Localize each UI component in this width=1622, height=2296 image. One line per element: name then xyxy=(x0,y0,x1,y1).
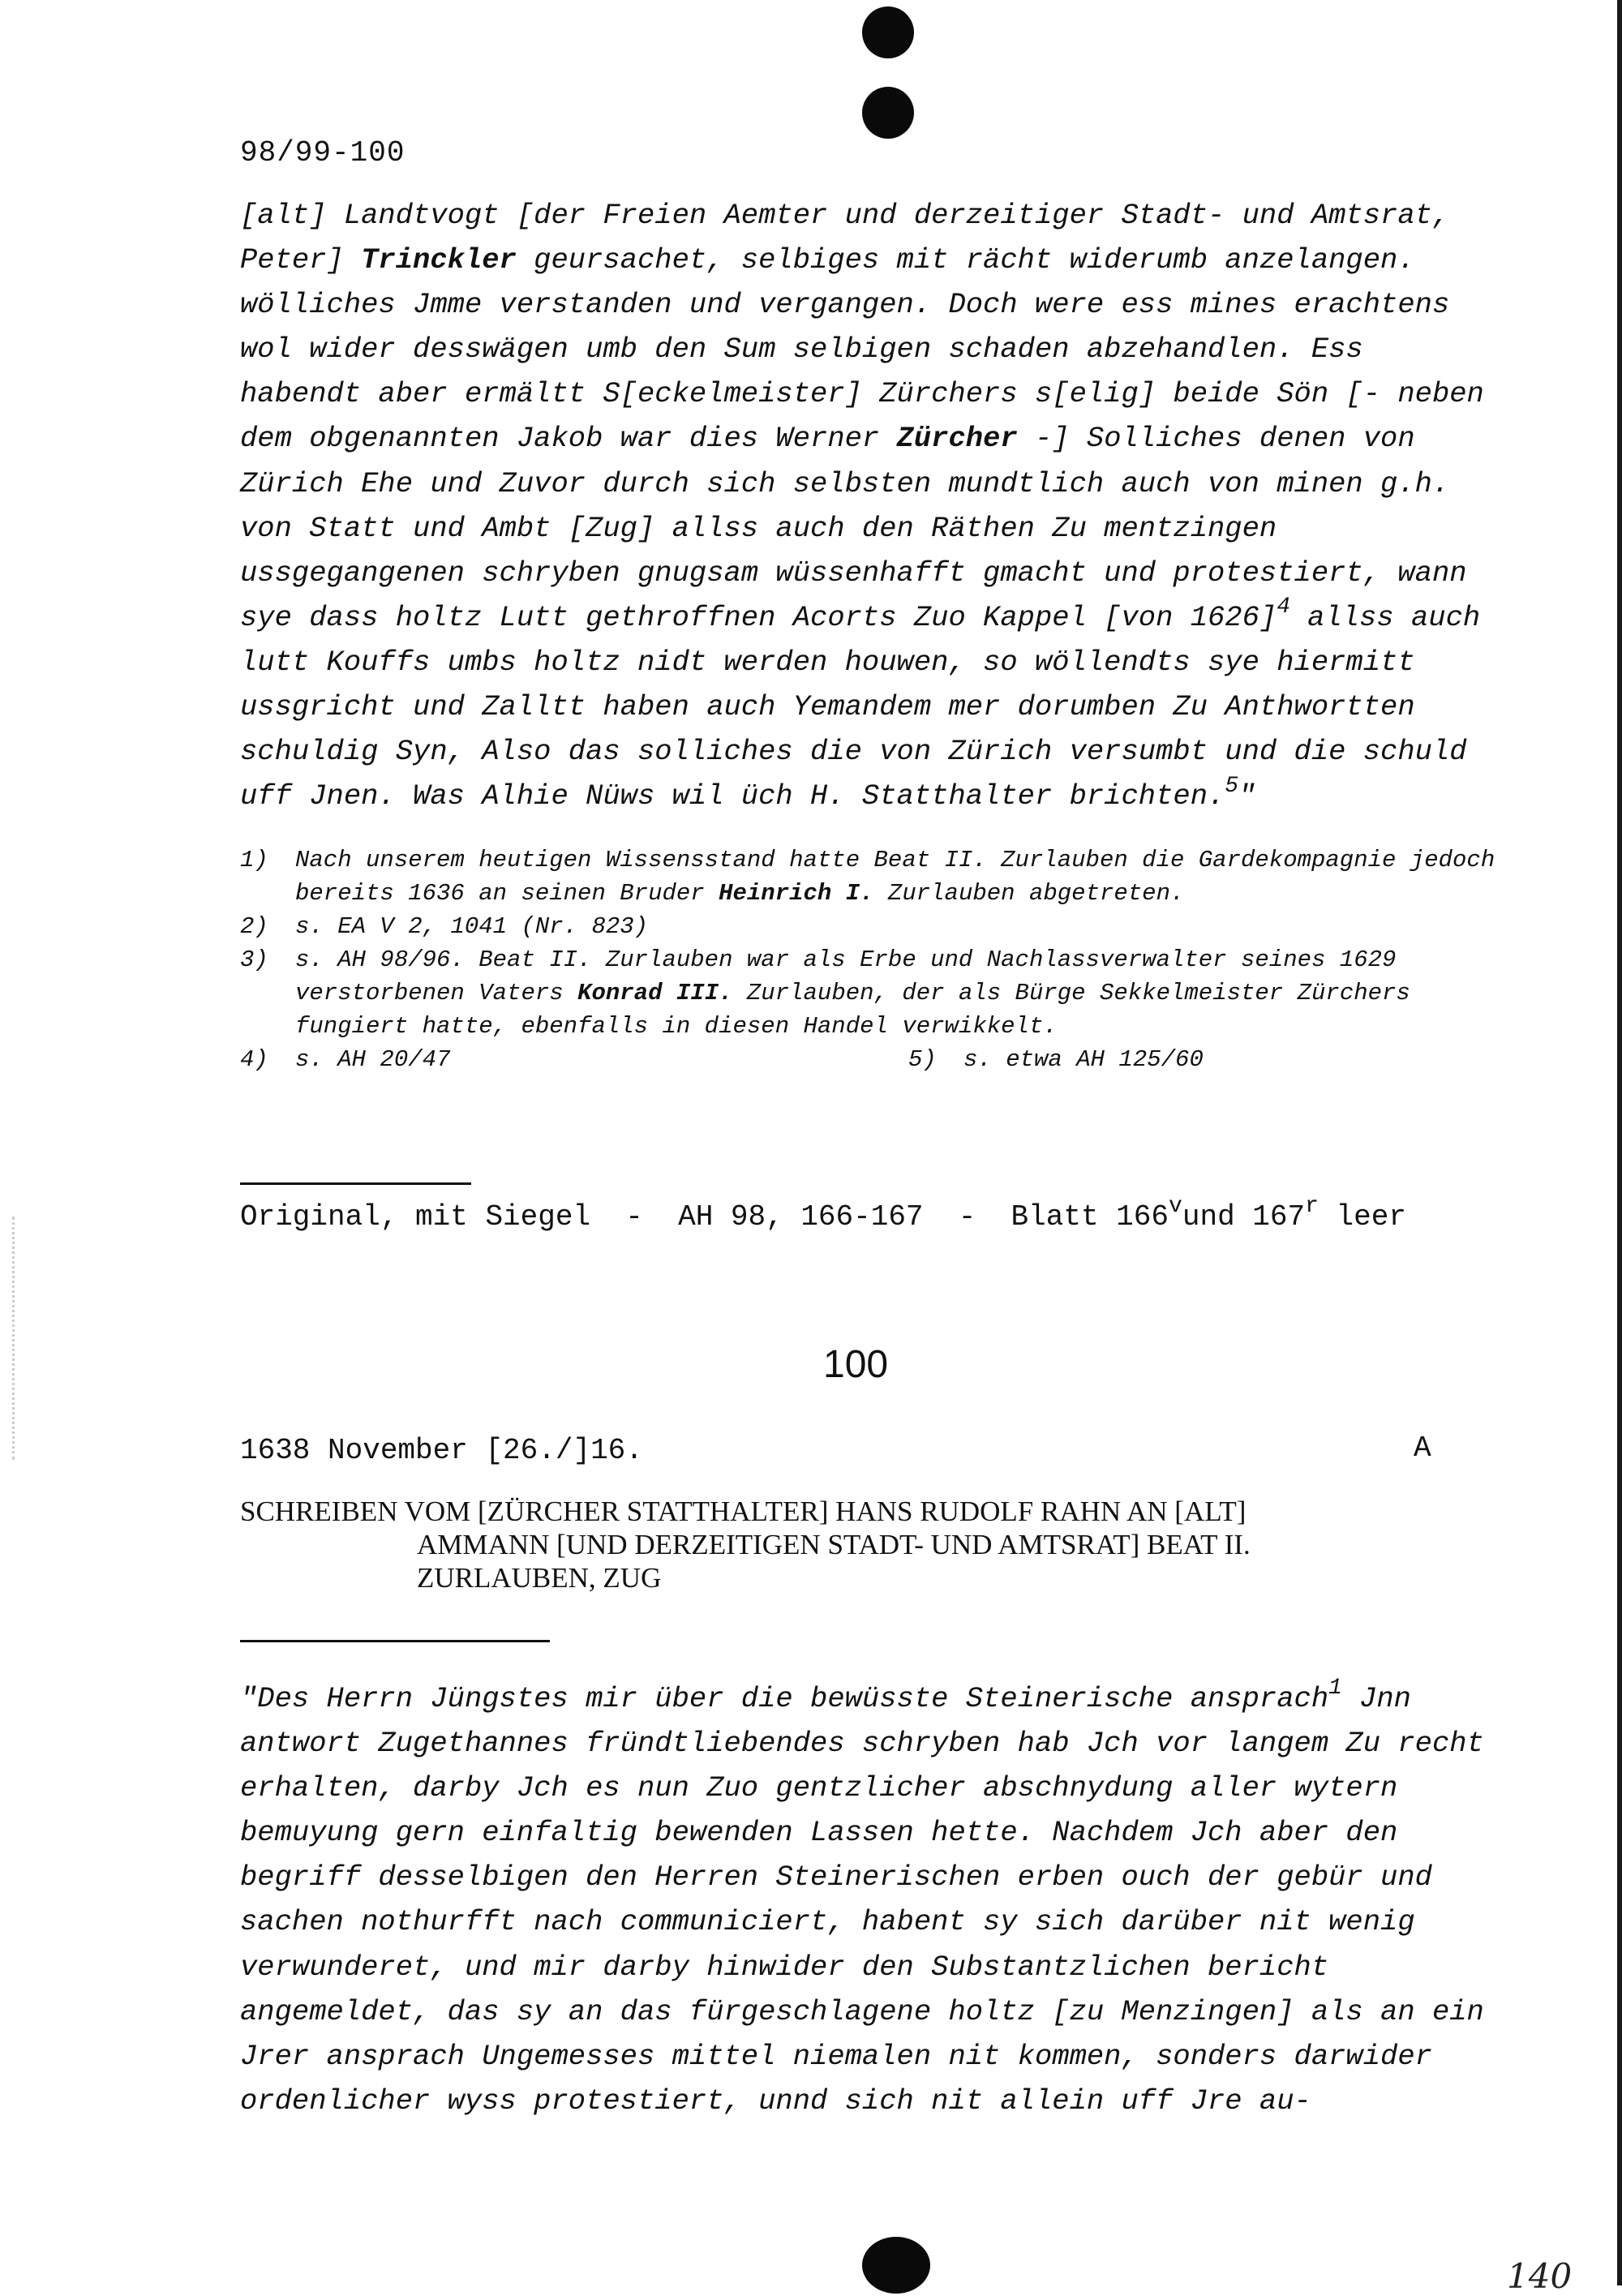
footnote-ref-5: 5 xyxy=(1225,773,1238,799)
letter-paragraph-1 xyxy=(240,193,1489,818)
text-run: allss auch lutt Kouffs umbs holtz nidt werden houwen, so wöllendts sye hiermitt ussgricht und Zalltt haben auch Yemandem mer dorumben Zu Anthwortten schuldig Syn, Also das solliches die von Zürich versumbt und die schuld uff Jnen. Was Alhie Nüws wil üch H. Statthalter brichten. xyxy=(240,600,1481,813)
footnote-text: s. AH 98/96. Beat II. Zurlauben war als Erbe und Nachlassverwalter seines 1629 verstorbenen Vaters xyxy=(295,946,1397,1006)
heading-line: SCHREIBEN VOM [ZÜRCHER STATTHALTER] HANS RUDOLF RAHN AN [ALT] xyxy=(240,1496,1247,1527)
footnote-4 xyxy=(240,1043,908,1076)
document-marker: A xyxy=(1414,1431,1431,1465)
footnote-text: s. AH 20/47 xyxy=(295,1046,451,1073)
footnote-text: Zurlauben, der als Bürge Sekkelmeister Zürchers fungiert hatte, ebenfalls in diesen Handel verwikkelt. xyxy=(295,980,1410,1040)
text-run: "Des Herrn Jüngstes mir über die bewüsste Steinerische ansprach xyxy=(240,1682,1329,1715)
verso-mark: v xyxy=(1169,1194,1182,1220)
letter-paragraph-2 xyxy=(240,1676,1489,2123)
heading-line: AMMANN [UND DERZEITIGEN STADT- UND AMTSRAT] BEAT II. xyxy=(417,1529,1251,1560)
footnote-ref-4: 4 xyxy=(1277,594,1290,620)
footnote-text: s. etwa AH 125/60 xyxy=(963,1046,1204,1073)
footnote-bold-name: Heinrich I. xyxy=(719,880,874,907)
document-number: 100 xyxy=(823,1343,889,1386)
page-edge xyxy=(1617,0,1622,2285)
document-date: 1638 November [26./]16. xyxy=(240,1434,643,1467)
source-text: leer xyxy=(1318,1200,1406,1234)
document-heading xyxy=(240,1495,1505,1594)
text-run: [alt] Landtvogt [der Freien Aemter und derzeitiger Stadt- und Amtsrat, Peter] xyxy=(240,199,1450,277)
closing-quote: " xyxy=(1238,779,1256,813)
handwritten-page-number: 140 xyxy=(1507,2256,1573,2296)
separator-rule xyxy=(240,1182,471,1185)
footnote-2 xyxy=(240,910,1505,943)
source-text: Original, mit Siegel - AH 98, 166-167 - Blatt 166 xyxy=(240,1200,1169,1234)
text-run: Jnn antwort Zugethannes fründtliebendes schryben hab Jch vor langem Zu recht erhalten, darby Jch es nun Zuo gentzlicher abschnydung aller wytern bemuyung gern einfaltig bewenden Lassen hette. Nachdem Jch aber den begriff desselbigen den Herren Steinerischen erben ouch der gebür und sachen nothurfft nach communiciert, habent sy sich darüber nit wenig verwunderet, und mir darby hinwider den Substantzlichen bericht angemeldet, das sy an das fürgeschlagene holtz [zu Menzingen] als an ein Jrer ansprach Ungemesses mittel niemalen nit kommen, sonders darwider ordenlicher wyss protestiert, unnd sich nit allein uff Jre au- xyxy=(240,1682,1484,2118)
heading-line: ZURLAUBEN, ZUG xyxy=(417,1562,662,1594)
punch-hole-second xyxy=(862,87,914,139)
footnote-number: 4) xyxy=(240,1046,268,1073)
footnote-ref-1: 1 xyxy=(1328,1676,1342,1702)
separator-rule xyxy=(240,1640,550,1642)
source-text: und 167 xyxy=(1182,1200,1306,1234)
footnote-text: Zurlauben abgetreten. xyxy=(873,880,1185,907)
footnote-3 xyxy=(240,943,1505,1043)
footnote-number: 5) xyxy=(908,1046,937,1073)
scan-margin-marks xyxy=(12,1217,17,1460)
punch-hole-top xyxy=(862,6,914,58)
text-run: geursachet, selbiges mit rächt widerumb anzelangen. wölliches Jmme verstanden und vergangen. Doch were ess mines erachtens wol wider desswägen umb den Sum selbigen schaden abzehandlen. Ess habendt aber ermältt S[eckelmeister] Zürchers s[elig] beide Sön [- neben dem obgenannten Jakob war dies Werner xyxy=(240,243,1484,456)
document-reference: 98/99-100 xyxy=(240,136,406,170)
footnote-5 xyxy=(908,1043,1204,1076)
footnote-number: 2) xyxy=(240,913,268,940)
text-run: -] Solliches denen von Zürich Ehe und Zuvor durch sich selbsten mundtlich auch von minen g.h. von Statt und Ambt [Zug] allss auch den Räthen Zu mentzingen ussgegangenen schryben gnugsam wüssenhafft gmacht und protestiert, wann sye dass holtz Lutt gethroffnen Acorts Zuo Kappel [von 1626] xyxy=(240,422,1467,634)
footnote-bold-name: Konrad III. xyxy=(577,980,733,1006)
footnote-text: Nach unserem heutigen Wissensstand hatte Beat II. Zurlauben die Gardekompagnie jedoch bereits 1636 an seinen Bruder xyxy=(295,847,1495,907)
footnote-number: 3) xyxy=(240,946,268,973)
footnote-list xyxy=(240,843,1505,1076)
source-note xyxy=(240,1194,1406,1234)
footnote-text: s. EA V 2, 1041 (Nr. 823) xyxy=(295,913,649,940)
footnote-1 xyxy=(240,843,1505,910)
name-zuercher: Zürcher xyxy=(896,422,1018,456)
footnote-4-5-row xyxy=(240,1043,1505,1076)
recto-mark: r xyxy=(1305,1194,1319,1220)
footnote-number: 1) xyxy=(240,847,268,873)
name-trinckler: Trinckler xyxy=(361,243,517,277)
